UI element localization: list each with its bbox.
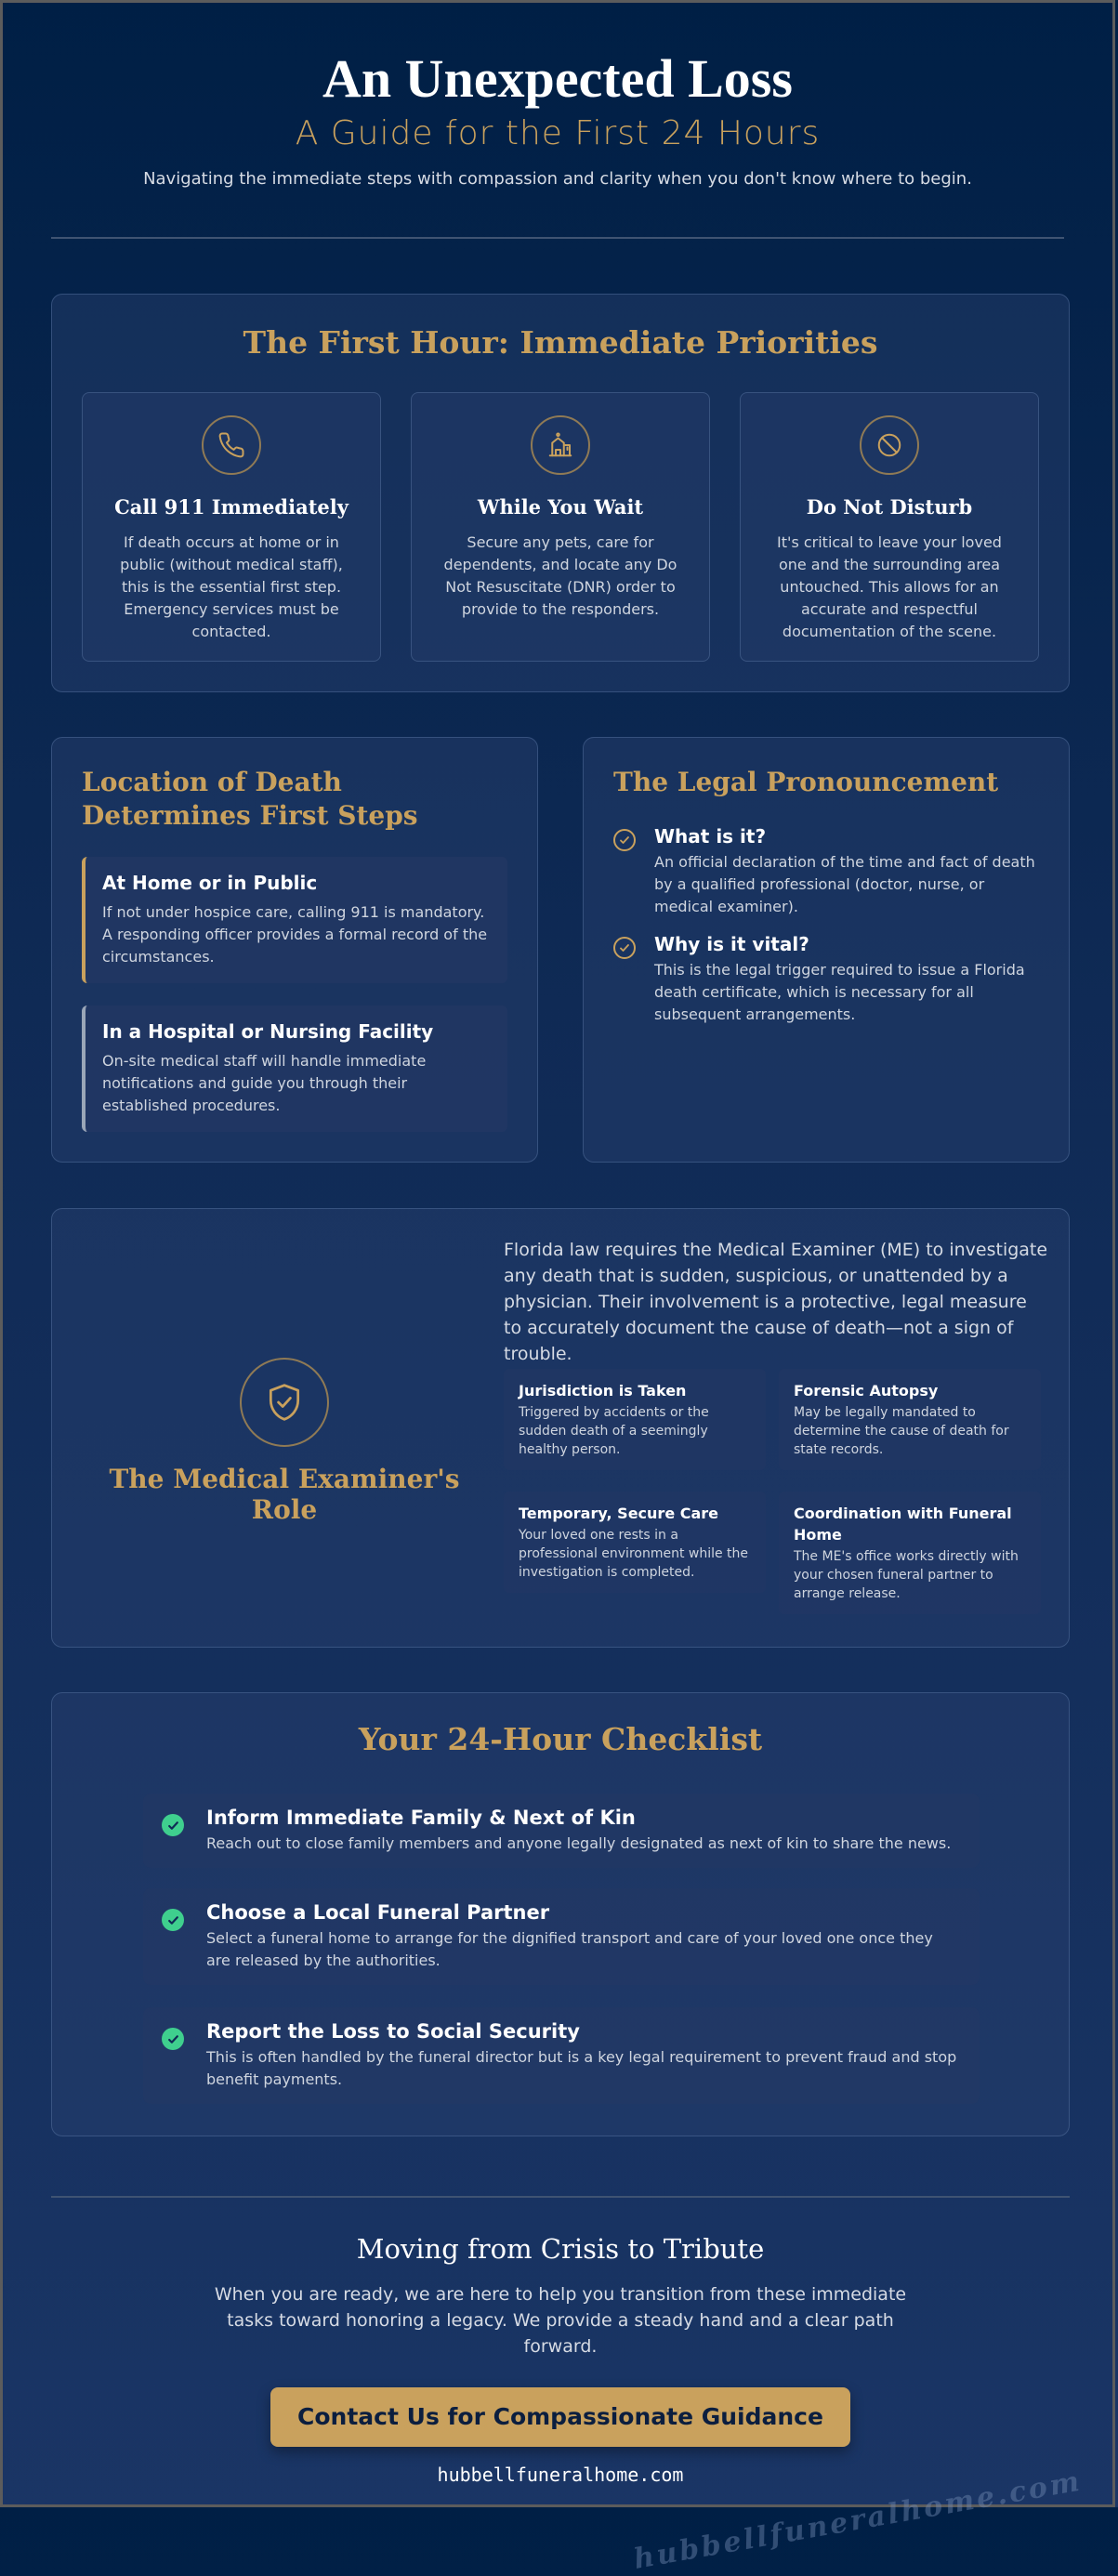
checklist-item (143, 1794, 980, 1868)
page-subtitle: A Guide for the First 24 Hours (295, 114, 821, 152)
footer-title: Moving from Crisis to Tribute (356, 2233, 765, 2265)
me-info-title: Temporary, Secure Care (519, 1505, 719, 1522)
location-item-text: If not under hospice care, calling 911 is mandatory. A responding officer provides a formal record of the circumstances. (102, 903, 488, 966)
footer (3, 2233, 1118, 2486)
priority-text: Secure any pets, care for dependents, and locate any Do Not Resuscitate (DNR) order to provide to the responders. (443, 533, 677, 618)
first-hour-section (51, 294, 1070, 692)
medical-examiner-section (51, 1208, 1070, 1648)
medical-examiner-intro: Florida law requires the Medical Examiner (ME) to investigate any death that is sudden, suspicious, or unattended by a physician. Their involvement is a protective, legal measure to accurately document the cause of death—not a sign of trouble. (504, 1240, 1048, 1364)
shield-check-icon (240, 1358, 329, 1447)
check-circle-icon (613, 829, 636, 851)
me-info-text: Triggered by accidents or the sudden death of a seemingly healthy person. (519, 1405, 709, 1457)
priority-text: It's critical to leave your loved one and the surrounding area untouched. This allows for an accurate and respectful documentation of the scene. (777, 533, 1002, 640)
watermark: hubbellfuneralhome.com (631, 2464, 1085, 2576)
no-entry-icon (860, 415, 919, 475)
me-info-box (779, 1492, 1041, 1614)
priority-text: If death occurs at home or in public (without medical staff), this is the essential first step. Emergency services must be contacted. (120, 533, 343, 640)
checklist-title: Your 24-Hour Checklist (358, 1721, 763, 1757)
legal-item-title: What is it? (654, 825, 767, 848)
priority-title: Call 911 Immediately (114, 495, 349, 519)
location-section (51, 737, 538, 1163)
website-url[interactable]: hubbellfuneralhome.com (437, 2464, 684, 2486)
checklist-item (143, 1888, 980, 1985)
priority-title: While You Wait (477, 495, 644, 519)
footer-text: When you are ready, we are here to help you transition from these immediate tasks toward honoring a legacy. We provide a steady hand and a clear path forward. (214, 2284, 907, 2357)
legal-title: The Legal Pronouncement (613, 767, 999, 797)
priority-title: Do Not Disturb (806, 495, 973, 519)
me-info-title: Forensic Autopsy (794, 1382, 939, 1400)
page-title: An Unexpected Loss (322, 48, 793, 109)
legal-item-text: This is the legal trigger required to issue a Florida death certificate, which is necessary for all subsequent arrangements. (654, 961, 1025, 1023)
legal-item-title: Why is it vital? (654, 933, 809, 955)
legal-section (583, 737, 1070, 1163)
checklist-item-text: Select a funeral home to arrange for the dignified transport and care of your loved one once they are released by the authorities. (206, 1929, 933, 1969)
check-circle-icon (613, 937, 636, 959)
header-divider (51, 237, 1064, 239)
priority-card-do-not-disturb (740, 392, 1039, 662)
checklist-item-title: Inform Immediate Family & Next of Kin (206, 1807, 636, 1829)
check-done-icon (162, 1909, 184, 1931)
checklist-item-text: This is often handled by the funeral director but is a key legal requirement to prevent fraud and stop benefit payments. (206, 2048, 957, 2088)
checklist-item-title: Choose a Local Funeral Partner (206, 1901, 550, 1924)
me-info-text: May be legally mandated to determine the cause of death for state records. (794, 1405, 1009, 1457)
phone-icon (202, 415, 261, 475)
house-care-icon (531, 415, 590, 475)
checklist-item-text: Reach out to close family members and anyone legally designated as next of kin to share the news. (206, 1834, 952, 1852)
me-info-box (504, 1369, 766, 1470)
legal-item-what (613, 825, 1041, 918)
me-info-box (504, 1492, 766, 1593)
location-item-title: At Home or in Public (102, 872, 318, 894)
priority-card-while-you-wait (411, 392, 710, 662)
checklist-item-title: Report the Loss to Social Security (206, 2020, 580, 2043)
medical-examiner-heading (80, 1358, 489, 1525)
check-done-icon (162, 2028, 184, 2050)
medical-examiner-title: The Medical Examiner's Role (109, 1464, 460, 1525)
location-title: Location of Death Determines First Steps (82, 767, 418, 831)
me-info-text: Your loved one rests in a professional environment while the investigation is completed. (519, 1528, 749, 1580)
priority-card-call-911 (82, 392, 381, 662)
location-item-hospital (82, 1005, 507, 1132)
footer-divider (51, 2196, 1070, 2198)
page-header (3, 3, 1112, 189)
location-item-home (82, 857, 507, 983)
me-info-title: Jurisdiction is Taken (519, 1382, 687, 1400)
me-info-title: Coordination with Funeral Home (794, 1505, 1012, 1544)
me-info-box (779, 1369, 1041, 1470)
me-info-text: The ME's office works directly with your chosen funeral partner to arrange release. (794, 1549, 1019, 1601)
first-hour-title: The First Hour: Immediate Priorities (243, 324, 878, 361)
legal-item-text: An official declaration of the time and fact of death by a qualified professional (doctor, nurse, or medical examiner). (654, 853, 1035, 915)
legal-item-why (613, 933, 1041, 1026)
contact-button[interactable]: Contact Us for Compassionate Guidance (270, 2387, 850, 2447)
check-done-icon (162, 1814, 184, 1836)
location-item-title: In a Hospital or Nursing Facility (102, 1020, 434, 1043)
location-item-text: On-site medical staff will handle immediate notifications and guide you through their established procedures. (102, 1052, 427, 1114)
checklist-section (51, 1692, 1070, 2136)
checklist-item (143, 2007, 980, 2104)
page-description: Navigating the immediate steps with compassion and clarity when you don't know where to begin. (143, 169, 972, 189)
